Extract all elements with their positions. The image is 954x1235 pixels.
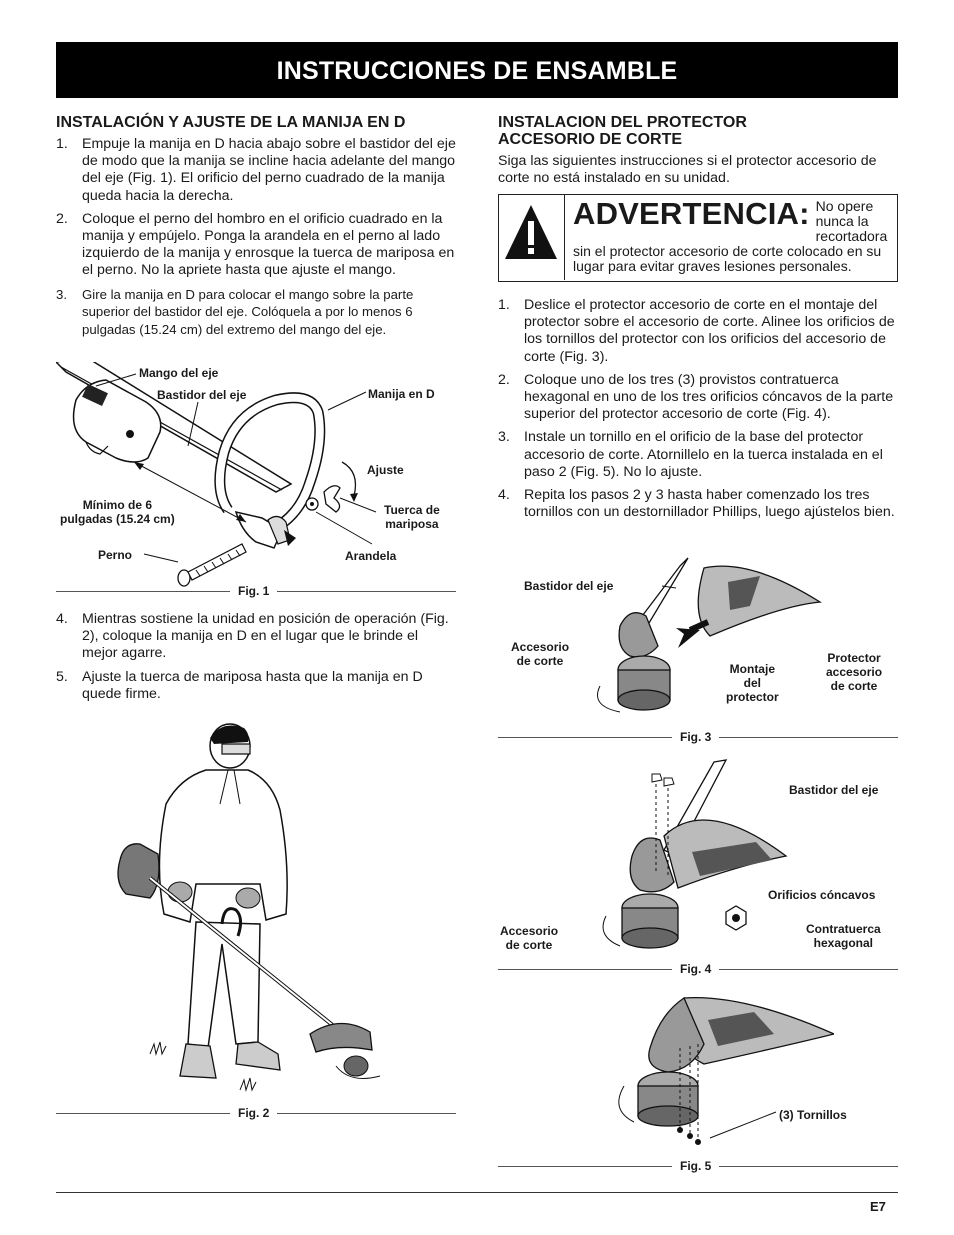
figure-4-illustration: [596, 756, 796, 961]
page-number: E7: [870, 1199, 886, 1214]
list-item: 2. Coloque uno de los tres (3) provistos contratuerca hexagonal en uno de los tres orificios cóncavos de la parte superior del protector accesorio de corte (Fig. 4).: [498, 371, 894, 423]
right-heading: INSTALACION DEL PROTECTOR ACCESORIO DE CORTE: [498, 114, 747, 148]
fig1-callout-manija: Manija en D: [368, 387, 435, 401]
figure-3-illustration: [580, 556, 830, 726]
fig4-callout-accesorio: Accesorio de corte: [500, 924, 559, 952]
fig1-callout-mango: Mango del eje: [139, 366, 219, 380]
fig1-callout-ajuste: Ajuste: [367, 463, 404, 477]
fig3-callout-bastidor: Bastidor del eje: [524, 579, 614, 593]
list-item: 4. Repita los pasos 2 y 3 hasta haber comenzado los tres tornillos con un destornillador Phillips, luego ajústelos bien.: [498, 487, 895, 521]
warning-triangle-icon: [499, 195, 565, 280]
list-item: 3. Instale un tornillo en el orificio de la base del protector accesorio de corte. Atornillelo en la tuerca instalada en el paso 2 (Fig. 5). No lo ajuste.: [498, 429, 883, 480]
fig4-callout-contratuerca: Contratuerca hexagonal: [806, 922, 881, 950]
list-item: 2. Coloque el perno del hombro en el orificio cuadrado en la manija y empújelo. Ponga la arandela en el perno al lado izquierdo de la manija y enrosque la tuerca de mariposa en el perno. No la apriete hasta que ajuste el mango.: [56, 210, 455, 279]
fig1-label: Fig. 1: [230, 584, 277, 598]
fig3-callout-protector: Protector accesorio de corte: [826, 651, 883, 693]
warning-text-block: [573, 196, 895, 274]
list-item: 1. Deslice el protector accesorio de corte en el montaje del protector sobre el accesorio de corte. Alinee los orificios de los tornillos del protector con los orificios del accesorio de corte (Fig. 3).: [498, 297, 895, 365]
fig5-callout-tornillos: (3) Tornillos: [779, 1108, 847, 1122]
fig3-callout-accesorio: Accesorio de corte: [511, 640, 570, 668]
figure-5-illustration: [604, 994, 834, 1154]
left-steps-b: [56, 611, 456, 703]
fig3-label: Fig. 3: [672, 730, 719, 744]
fig3-callout-montaje: Montaje del protector: [726, 662, 779, 704]
warning-box: [498, 194, 898, 282]
left-steps-a: [56, 136, 456, 338]
list-item: 5. Ajuste la tuerca de mariposa hasta que la manija en D quede firme.: [56, 668, 423, 702]
fig1-callout-arandela: Arandela: [345, 549, 397, 563]
right-intro: Siga las siguientes instrucciones si el protector accesorio de corte no está instalado en su unidad.: [498, 153, 877, 186]
fig1-callout-minimo: Mínimo de 6 pulgadas (15.24 cm): [60, 498, 175, 526]
left-column: [56, 114, 456, 344]
fig4-label: Fig. 4: [672, 962, 719, 976]
figure-2-illustration: [110, 714, 400, 1104]
fig1-callout-perno: Perno: [98, 548, 133, 562]
list-item: 1. Empuje la manija en D hacia abajo sobre el bastidor del eje de modo que la manija se incline hacia adelante del mango del eje (Fig. 1). El orificio del perno cuadrado de la manija queda hacia la derecha.: [56, 136, 456, 204]
warning-title: ADVERTENCIA:: [573, 196, 810, 231]
right-steps-wrap: [498, 297, 898, 527]
right-column: [498, 114, 898, 187]
fig2-label: Fig. 2: [230, 1106, 277, 1120]
right-steps: [498, 297, 898, 521]
left-steps-b-wrap: [56, 611, 456, 709]
left-heading: INSTALACIÓN Y AJUSTE DE LA MANIJA EN D: [56, 114, 406, 131]
list-item: 4. Mientras sostiene la unidad en posición de operación (Fig. 2), coloque la manija en D en el lugar que le brinde el mejor agarre.: [56, 611, 449, 662]
fig4-callout-bastidor: Bastidor del eje: [789, 783, 879, 797]
fig5-label: Fig. 5: [672, 1159, 719, 1173]
fig1-callout-tuerca: Tuerca de mariposa: [384, 503, 440, 531]
fig1-callout-bastidor: Bastidor del eje: [157, 388, 247, 402]
footer-rule: [56, 1192, 898, 1193]
list-item: 3. Gire la manija en D para colocar el mango sobre la parte superior del bastidor del eje. Colóquela a por lo menos 6 pulgadas (15.24 cm) del extremo del mango del eje.: [56, 286, 414, 337]
warning-body: No opere nunca la recortadora sin el protector accesorio de corte colocado en su lugar para evitar graves lesiones personales.: [573, 198, 888, 274]
section-banner: INSTRUCCIONES DE ENSAMBLE: [56, 42, 898, 98]
fig4-callout-orificios: Orificios cóncavos: [768, 888, 876, 902]
